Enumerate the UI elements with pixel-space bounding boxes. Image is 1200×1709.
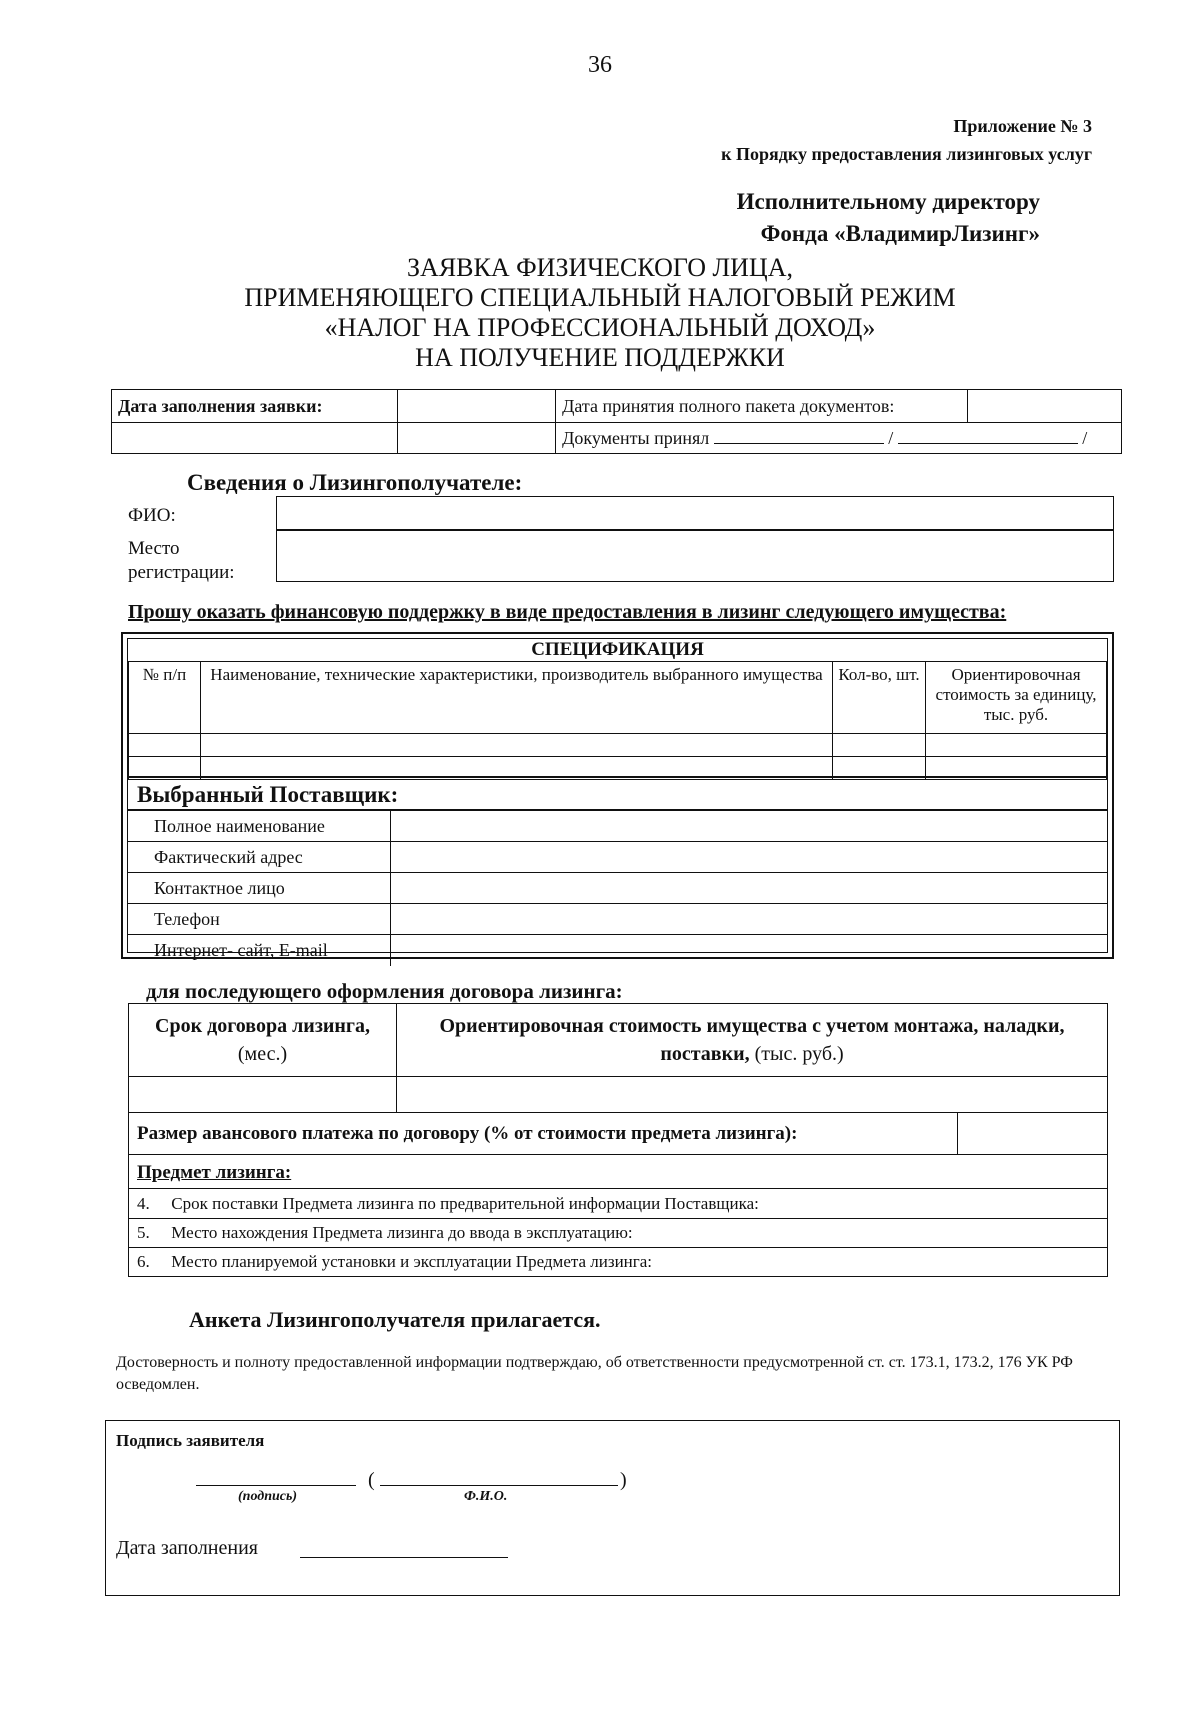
term-value-field[interactable] (129, 1077, 397, 1113)
supplier-row (128, 811, 1107, 842)
spec-cell-cost[interactable] (926, 734, 1107, 757)
lessee-heading: Сведения о Лизингополучателе: (187, 470, 523, 495)
col-header-unit-cost: Ориентировочная стоимость за единицу, тыс. руб. (926, 662, 1107, 734)
appendix-line-1: Приложение № 3 (953, 116, 1092, 136)
col-header-name: Наименование, технические характеристики, производитель выбранного имущества (201, 662, 833, 734)
cost-header-unit: (тыс. руб.) (754, 1043, 844, 1065)
fio-paren-open: ( (368, 1469, 375, 1491)
specification-row (129, 734, 1107, 757)
cost-header-label: Ориентировочная стоимость имущества с учетом монтажа, наладки, поставки, (439, 1015, 1065, 1065)
request-text: Прошу оказать финансовую поддержку в виде предоставления в лизинг следующего имущества: (128, 601, 1007, 623)
subject-item-text: Срок поставки Предмета лизинга по предварительной информации Поставщика: (171, 1193, 759, 1213)
addressee-line-1: Исполнительному директору (736, 189, 1040, 214)
contract-table (128, 1003, 1108, 1277)
signature-box (105, 1420, 1120, 1596)
specification-title: СПЕЦИФИКАЦИЯ (129, 639, 1107, 662)
registration-label-line-1: Место (128, 538, 180, 559)
addressee (737, 186, 1040, 250)
documents-accepted-label: Документы принял (562, 427, 710, 448)
title-line-2: ПРИМЕНЯЮЩЕГО СПЕЦИАЛЬНЫЙ НАЛОГОВЫЙ РЕЖИМ (244, 283, 956, 312)
supplier-field-address[interactable] (390, 842, 1107, 873)
supplier-heading: Выбранный Поставщик: (128, 778, 1107, 810)
specification-inner-frame (127, 638, 1108, 960)
title-line-3: «НАЛОГ НА ПРОФЕССИОНАЛЬНЫЙ ДОХОД» (324, 313, 876, 342)
signature-line[interactable] (196, 1485, 356, 1486)
subject-item-number: 6. (137, 1252, 150, 1271)
subject-heading: Предмет лизинга: (129, 1155, 1108, 1189)
contract-heading: для последующего оформления договора лизинга: (146, 979, 623, 1003)
subject-item[interactable] (129, 1219, 1108, 1248)
document-title (0, 253, 1200, 373)
supplier-field-phone[interactable] (390, 904, 1107, 935)
supplier-row (128, 842, 1107, 873)
supplier-row (128, 873, 1107, 904)
spec-cell-name[interactable] (201, 734, 833, 757)
signature-date-line[interactable] (300, 1557, 508, 1558)
documents-accepted-cell (556, 423, 1122, 454)
spec-cell-number[interactable] (129, 734, 201, 757)
col-header-quantity: Кол-во, шт. (833, 662, 926, 734)
specification-block (121, 632, 1114, 959)
fill-date-label: Дата заполнения заявки: (112, 390, 398, 423)
cost-value-field[interactable] (397, 1077, 1108, 1113)
registration-label (128, 537, 235, 585)
fio-label: ФИО: (128, 505, 176, 526)
supplier-label-phone: Телефон (128, 904, 390, 935)
fio-line[interactable] (380, 1485, 618, 1486)
fio-caption: Ф.И.О. (464, 1489, 508, 1504)
supplier-table (128, 810, 1107, 966)
blank-cell-left (112, 423, 398, 454)
appendix-header (721, 112, 1092, 168)
supplier-row (128, 904, 1107, 935)
fill-date-field[interactable] (398, 390, 556, 423)
subject-item-text: Место нахождения Предмета лизинга до ввода в эксплуатацию: (171, 1223, 633, 1242)
accepted-separator-1: / (888, 427, 894, 448)
cost-header (397, 1004, 1108, 1077)
title-line-1: ЗАЯВКА ФИЗИЧЕСКОГО ЛИЦА, (407, 253, 793, 282)
supplier-field-website[interactable] (390, 935, 1107, 966)
signature-heading: Подпись заявителя (116, 1431, 265, 1450)
signature-caption: (подпись) (238, 1489, 298, 1504)
term-header-unit: (мес.) (237, 1043, 288, 1065)
title-line-4: НА ПОЛУЧЕНИЕ ПОДДЕРЖКИ (415, 343, 785, 372)
term-header (129, 1004, 397, 1077)
fio-paren-close: ) (620, 1469, 627, 1491)
subject-item-number: 5. (137, 1223, 150, 1242)
fio-field[interactable] (276, 496, 1114, 530)
term-header-label: Срок договора лизинга, (155, 1015, 370, 1037)
subject-item-text: Место планируемой установки и эксплуатации Предмета лизинга: (171, 1252, 653, 1271)
page-number: 36 (588, 52, 612, 78)
received-date-label: Дата принятия полного пакета документов: (556, 390, 968, 423)
signature-date-label: Дата заполнения (116, 1537, 258, 1559)
attachment-note: Анкета Лизингополучателя прилагается. (189, 1307, 601, 1332)
supplier-section (128, 776, 1107, 960)
subject-item-number: 4. (137, 1193, 150, 1213)
supplier-row (128, 935, 1107, 966)
advance-payment-label: Размер авансового платежа по договору (% от стоимости предмета лизинга): (129, 1113, 958, 1155)
spec-cell-quantity[interactable] (833, 734, 926, 757)
blank-cell-mid (398, 423, 556, 454)
supplier-label-contact: Контактное лицо (128, 873, 390, 904)
application-dates-table (111, 389, 1122, 454)
supplier-label-website: Интернет- сайт, E-mail (128, 935, 390, 966)
addressee-line-2: Фонда «ВладимирЛизинг» (760, 221, 1040, 246)
registration-label-line-2: регистрации: (128, 562, 235, 583)
supplier-label-address: Фактический адрес (128, 842, 390, 873)
registration-field[interactable] (276, 530, 1114, 582)
confirmation-text: Достоверность и полноту предоставленной информации подтверждаю, об ответственности предусмотренной ст. ст. 173.1, 173.2, 176 УК РФ осведомлен. (116, 1354, 1073, 1393)
accepted-signature-line[interactable] (714, 430, 884, 444)
col-header-number: № п/п (129, 662, 201, 734)
accepted-separator-2: / (1082, 427, 1088, 448)
accepted-name-line[interactable] (898, 430, 1078, 444)
supplier-field-contact[interactable] (390, 873, 1107, 904)
subject-item[interactable] (129, 1189, 1108, 1219)
received-date-field[interactable] (968, 390, 1122, 423)
subject-item[interactable] (129, 1248, 1108, 1277)
supplier-label-full-name: Полное наименование (128, 811, 390, 842)
specification-table (128, 639, 1107, 780)
supplier-field-full-name[interactable] (390, 811, 1107, 842)
advance-payment-field[interactable] (958, 1113, 1108, 1155)
appendix-line-2: к Порядку предоставления лизинговых услуг (721, 144, 1092, 164)
